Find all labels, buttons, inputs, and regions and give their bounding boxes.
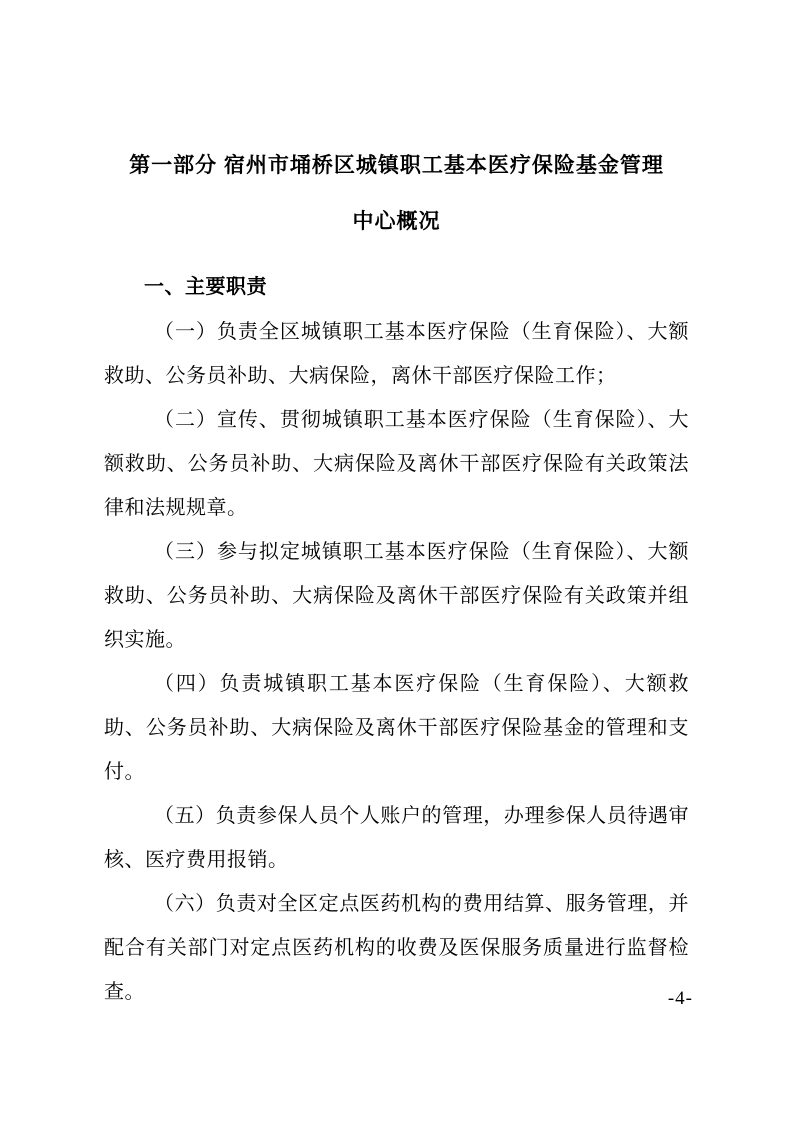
paragraph-duty-6: （六）负责对全区定点医药机构的费用结算、服务管理，并配合有关部门对定点医药机构的收费及医保服务质量进行监督检查。	[104, 893, 689, 1003]
document-title-line1: 第一部分 宿州市埇桥区城镇职工基本医疗保险基金管理	[129, 154, 664, 177]
document-title	[104, 138, 689, 250]
document-title-line2: 中心概况	[352, 210, 441, 233]
page-number: -4-	[667, 988, 693, 1009]
paragraph-duty-4: （四）负责城镇职工基本医疗保险（生育保险）、大额救助、公务员补助、大病保险及离休干部医疗保险基金的管理和支付。	[104, 673, 689, 783]
paragraph-duty-1: （一）负责全区城镇职工基本医疗保险（生育保险）、大额救助、公务员补助、大病保险，离休干部医疗保险工作；	[104, 321, 689, 387]
paragraph-duty-3: （三）参与拟定城镇职工基本医疗保险（生育保险）、大额救助、公务员补助、大病保险及离休干部医疗保险有关政策并组织实施。	[104, 541, 689, 651]
paragraph-duty-5: （五）负责参保人员个人账户的管理，办理参保人员待遇审核、医疗费用报销。	[104, 805, 689, 871]
section-heading: 一、主要职责	[144, 276, 267, 298]
paragraph-duty-2: （二）宣传、贯彻城镇职工基本医疗保险（生育保险）、大额救助、公务员补助、大病保险及离休干部医疗保险有关政策法律和法规规章。	[104, 409, 689, 519]
